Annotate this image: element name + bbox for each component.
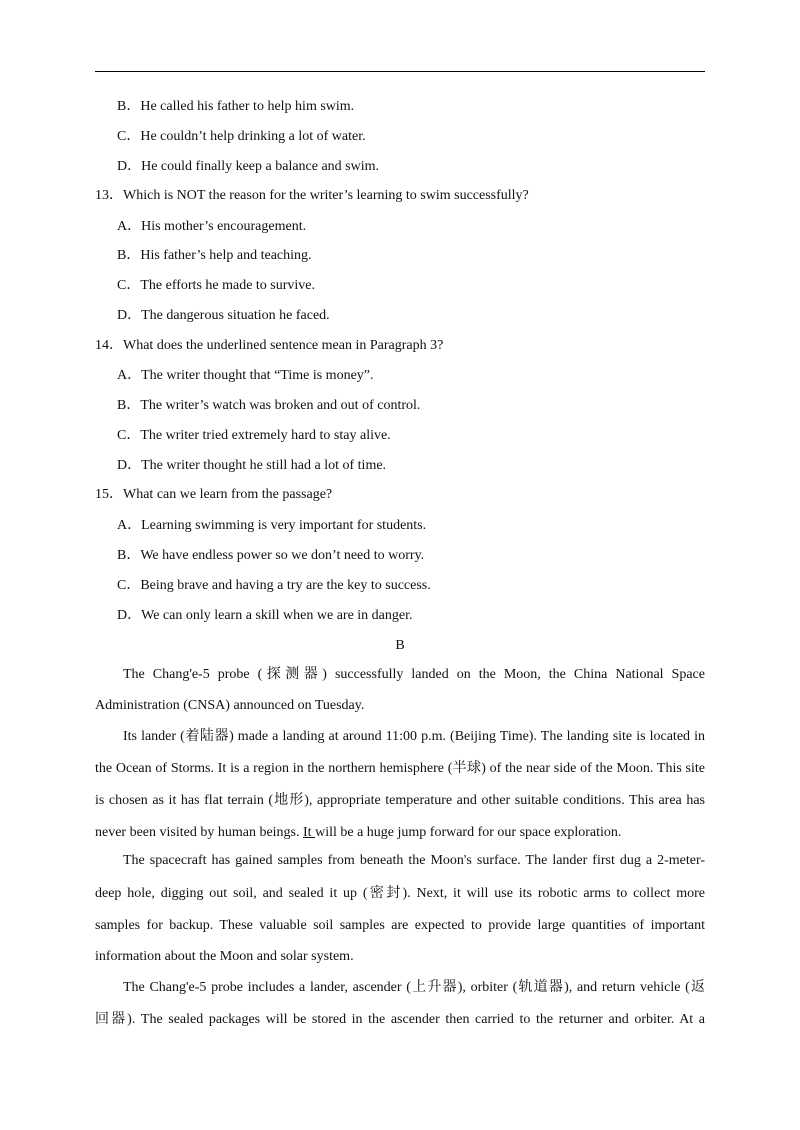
header-rule [95, 71, 705, 72]
q13-question: 13．Which is NOT the reason for the writer’s learning to swim successfully? [95, 188, 529, 203]
q13-option-a[interactable]: A．His mother’s encouragement. [117, 219, 307, 234]
passage-p2-line-4 [95, 824, 705, 842]
q15-option-a[interactable]: A．Learning swimming is very important for students. [117, 518, 427, 533]
passage-p2-line-4-text: never been visited by human beings. [95, 825, 304, 840]
passage-p1-line-1: The Chang'e-5 probe (探测器) successfully landed on the Moon, the China National Space [123, 667, 705, 682]
q14-option-b[interactable]: B．The writer’s watch was broken and out of control. [117, 398, 421, 413]
q15-option-d[interactable]: D．We can only learn a skill when we are in danger. [117, 608, 413, 623]
q14-option-a[interactable]: A．The writer thought that “Time is money”. [117, 368, 374, 383]
section-b-label: B [395, 638, 405, 653]
passage-p4-line-1: The Chang'e-5 probe includes a lander, ascender (上升器), orbiter (轨道器), and return vehicle (返 [123, 980, 705, 995]
passage-p3-line-2: deep hole, digging out soil, and sealed it up (密封). Next, it will use its robotic arms to collect more [95, 886, 705, 901]
q12-option-b[interactable]: B．He called his father to help him swim. [117, 99, 355, 114]
passage-p2-line-4-tail: will be a huge jump forward for our space exploration. [315, 825, 622, 840]
q13-option-b[interactable]: B．His father’s help and teaching. [117, 248, 312, 263]
passage-p1-line-2: Administration (CNSA) announced on Tuesday. [95, 698, 365, 713]
q15-question: 15．What can we learn from the passage? [95, 487, 333, 502]
q13-option-d[interactable]: D．The dangerous situation he faced. [117, 308, 330, 323]
q13-option-c[interactable]: C．The efforts he made to survive. [117, 278, 316, 293]
passage-p2-line-3: is chosen as it has flat terrain (地形), appropriate temperature and other suitable conditions. This area has [95, 793, 705, 808]
q15-option-b[interactable]: B．We have endless power so we don’t need to worry. [117, 548, 425, 563]
q12-option-d[interactable]: D．He could finally keep a balance and swim. [117, 159, 380, 174]
passage-p3-line-1: The spacecraft has gained samples from beneath the Moon's surface. The lander first dug a 2-meter- [123, 853, 705, 868]
q14-option-c[interactable]: C．The writer tried extremely hard to stay alive. [117, 428, 391, 443]
passage-p4-line-2: 回器). The sealed packages will be stored in the ascender then carried to the returner and orbiter. At a [95, 1012, 705, 1027]
underlined-it: It [303, 825, 316, 840]
q12-option-c[interactable]: C．He couldn’t help drinking a lot of water. [117, 129, 366, 144]
q14-question: 14．What does the underlined sentence mean in Paragraph 3? [95, 338, 444, 353]
q14-option-d[interactable]: D．The writer thought he still had a lot of time. [117, 458, 387, 473]
passage-p3-line-4: information about the Moon and solar system. [95, 949, 354, 964]
passage-p2-line-1: Its lander (着陆器) made a landing at around 11:00 p.m. (Beijing Time). The landing site is located in [123, 729, 705, 744]
passage-p2-line-2: the Ocean of Storms. It is a region in the northern hemisphere (半球) of the near side of the Moon. This site [95, 761, 705, 776]
q15-option-c[interactable]: C．Being brave and having a try are the key to success. [117, 578, 431, 593]
passage-p3-line-3: samples for backup. These valuable soil samples are expected to provide large quantities of important [95, 918, 705, 933]
